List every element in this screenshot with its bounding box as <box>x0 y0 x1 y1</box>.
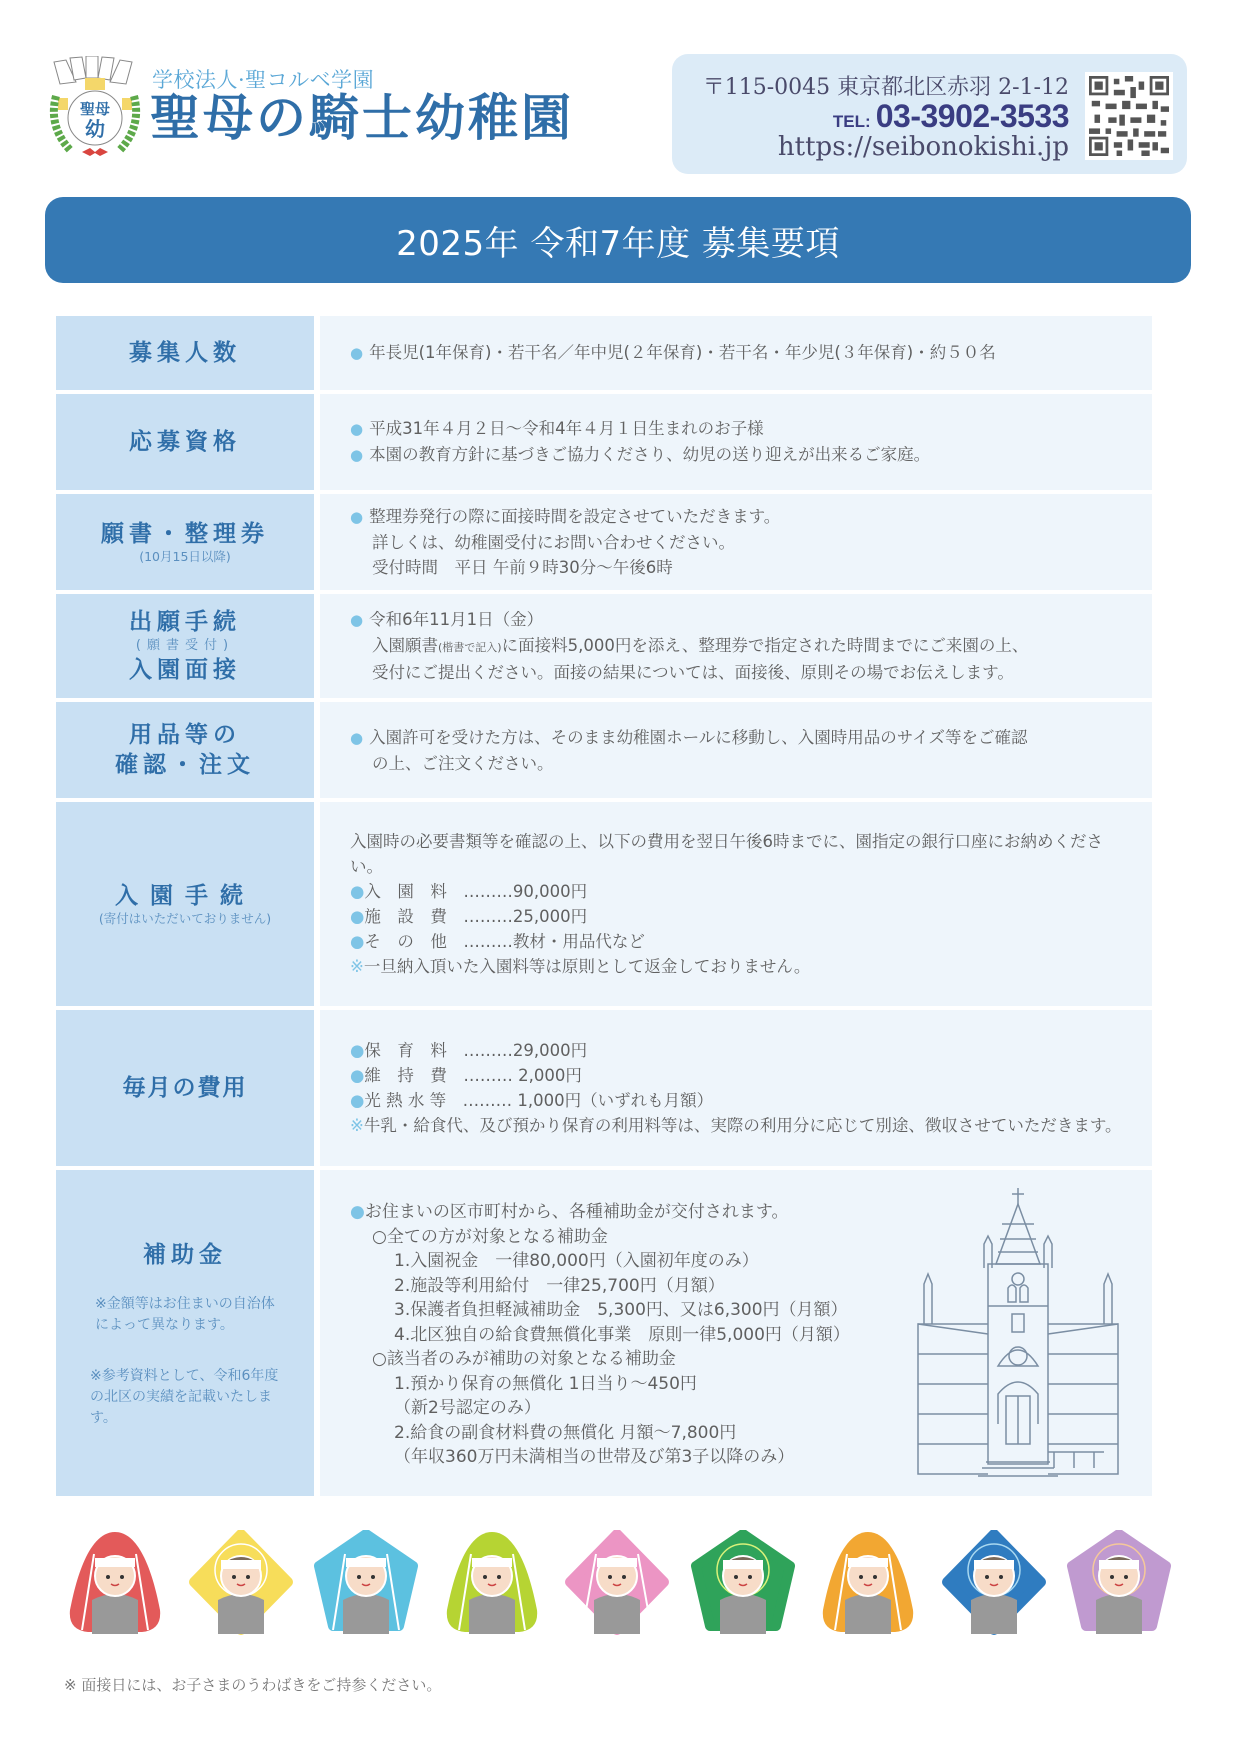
subsidy-item: （新2号認定のみ） <box>394 1398 541 1418</box>
nun-icon <box>564 1530 670 1635</box>
text-line: 受付にご提出ください。面接の結果については、面接後、原則その場でお伝えします。 <box>372 663 1014 682</box>
fee-line: ●維 持 費 ……… 2,000円 <box>350 1066 582 1085</box>
nun-icon <box>62 1530 168 1635</box>
body-cell <box>320 702 1152 798</box>
subsidy-item: 2.給食の副食材料費の無償化 月額〜7,800円 <box>394 1422 737 1443</box>
text-line: ● 令和6年11月1日（金） <box>350 607 1122 633</box>
text-line: ● 整理券発行の際に面接時間を設定させていただきます。 <box>350 504 1122 530</box>
nun-icon <box>188 1530 294 1635</box>
note-line: ※一旦納入頂いた入園料等は原則として返金しておりません。 <box>350 957 811 976</box>
page-title: 2025年 令和7年度 募集要項 <box>396 223 840 264</box>
group-title: ○全ての方が対象となる補助金 <box>372 1226 608 1247</box>
label-cell <box>56 1010 314 1166</box>
row-supplies <box>56 702 1152 798</box>
row-sublabel: (願書受付) <box>135 638 235 653</box>
fee-line: ●入 園 料 ………90,000円 <box>350 882 588 901</box>
row-monthly-fees <box>56 1010 1152 1166</box>
title-banner <box>45 197 1191 283</box>
body-cell <box>320 594 1152 698</box>
text-line: ● 平成31年４月２日〜令和4年４月１日生まれのお子様 <box>350 416 1122 442</box>
label-cell <box>56 1170 314 1496</box>
label-cell <box>56 594 314 698</box>
row-label-2: 確認・注文 <box>115 752 255 778</box>
row-application-ticket <box>56 494 1152 590</box>
row-subsidies <box>56 1170 1152 1496</box>
address: 〒115-0045 東京都北区赤羽 2-1-12 <box>702 75 1069 100</box>
body-cell <box>320 494 1152 590</box>
label-cell <box>56 802 314 1006</box>
header <box>0 0 1236 190</box>
subsidy-item: 2.施設等利用給付 一律25,700円（月額） <box>394 1275 725 1296</box>
qr-code-icon[interactable] <box>1085 72 1173 160</box>
text-line: ● 年長児(1年保育)・若干名／年中児(２年保育)・若干名・年少児(３年保育)・約５０名 <box>350 340 1122 366</box>
row-label: 入園手続 <box>115 883 255 909</box>
row-label: 募集人数 <box>129 340 241 366</box>
fee-line: ●保 育 料 ………29,000円 <box>350 1041 588 1060</box>
body-cell <box>320 394 1152 490</box>
nun-icon <box>815 1530 921 1635</box>
fee-line: ●そ の 他 ………教材・用品代など <box>350 932 645 951</box>
text-line: の上、ご注文ください。 <box>372 753 554 773</box>
school-name: 聖母の騎士幼稚園 <box>150 88 574 147</box>
row-note: ※参考資料として、令和6年度の北区の実績を記載いたします。 <box>90 1368 279 1426</box>
row-label: 出願手続 <box>129 609 241 635</box>
row-enrollment-procedure <box>56 802 1152 1006</box>
fee-line: ●施 設 費 ………25,000円 <box>350 907 588 926</box>
row-label-2: 入園面接 <box>129 657 241 683</box>
subsidy-item: 3.保護者負担軽減補助金 5,300円、又は6,300円（月額） <box>394 1300 848 1320</box>
recruitment-table <box>56 316 1152 1500</box>
row-label: 願書・整理券 <box>101 521 269 547</box>
label-cell <box>56 316 314 390</box>
nun-icon <box>941 1530 1047 1635</box>
label-cell <box>56 702 314 798</box>
tel-label: TEL: <box>832 112 871 131</box>
nun-illustrations <box>62 1530 1172 1635</box>
intro-text: ●お住まいの区市町村から、各種補助金が交付されます。 <box>350 1202 789 1222</box>
row-sublabel: (10月15日以降) <box>139 549 231 564</box>
note-line: ※牛乳・給食代、及び預かり保育の利用料等は、実際の利用分に応じて別途、徴収させていただきます。 <box>350 1116 1122 1135</box>
subsidy-item: 1.入園祝金 一律80,000円（入園初年度のみ） <box>394 1251 759 1271</box>
nun-icon <box>313 1530 419 1635</box>
row-label: 補助金 <box>143 1242 227 1268</box>
body-cell <box>320 1010 1152 1166</box>
text-line: 受付時間 平日 午前９時30分〜午後6時 <box>372 558 673 577</box>
body-cell <box>320 802 1152 1006</box>
subsidy-item: （年収360万円未満相当の世帯及び第3子以降のみ） <box>394 1447 795 1467</box>
svg-text:聖母: 聖母 <box>79 100 111 118</box>
text-line: ● 入園許可を受けた方は、そのまま幼稚園ホールに移動し、入園時用品のサイズ等をご確認 <box>350 725 1122 751</box>
church-illustration-icon <box>904 1184 1132 1480</box>
body-cell <box>320 1170 1152 1496</box>
nun-icon <box>439 1530 545 1635</box>
website-url[interactable]: https://seibonokishi.jp <box>777 132 1069 162</box>
row-label: 用品等の <box>129 722 241 748</box>
subsidy-item: 1.預かり保育の無償化 1日当り〜450円 <box>394 1373 697 1394</box>
label-cell <box>56 394 314 490</box>
tel-number[interactable]: 03-3902-3533 <box>875 98 1069 134</box>
tel-row <box>833 98 1069 135</box>
school-emblem-icon <box>46 56 144 160</box>
text-line: 詳しくは、幼稚園受付にお問い合わせください。 <box>372 533 735 552</box>
row-application-interview <box>56 594 1152 698</box>
row-eligibility <box>56 394 1152 490</box>
school-corporation: 学校法人·聖コルベ学園 <box>152 68 375 92</box>
contact-box <box>672 54 1187 174</box>
row-label: 毎月の費用 <box>122 1075 248 1101</box>
body-cell <box>320 316 1152 390</box>
row-note: ※金額等はお住まいの自治体によって異なります。 <box>95 1296 275 1333</box>
group-title: ○該当者のみが補助の対象となる補助金 <box>372 1349 676 1369</box>
intro-text: 入園時の必要書類等を確認の上、以下の費用を翌日午後6時までに、園指定の銀行口座にお納めください。 <box>350 832 1103 876</box>
nun-icon <box>690 1530 796 1635</box>
nun-icon <box>1066 1530 1172 1635</box>
svg-text:幼: 幼 <box>85 117 105 141</box>
label-cell <box>56 494 314 590</box>
subsidy-item: 4.北区独自の給食費無償化事業 原則一律5,000円（月額） <box>394 1324 850 1345</box>
text-line: 入園願書(楷書で記入)に面接料5,000円を添え、整理券で指定された時間までにご来園の上、 <box>372 636 1029 655</box>
text-line: ● 本園の教育方針に基づきご協力くださり、幼児の送り迎えが出来るご家庭。 <box>350 442 1122 468</box>
footer-note: ※ 面接日には、お子さまのうわばきをご持参ください。 <box>64 1676 442 1694</box>
row-label: 応募資格 <box>129 429 241 455</box>
fee-line: ●光 熱 水 等 ……… 1,000円（いずれも月額） <box>350 1091 714 1110</box>
row-sublabel: (寄付はいただいておりません) <box>98 911 272 926</box>
row-capacity <box>56 316 1152 390</box>
